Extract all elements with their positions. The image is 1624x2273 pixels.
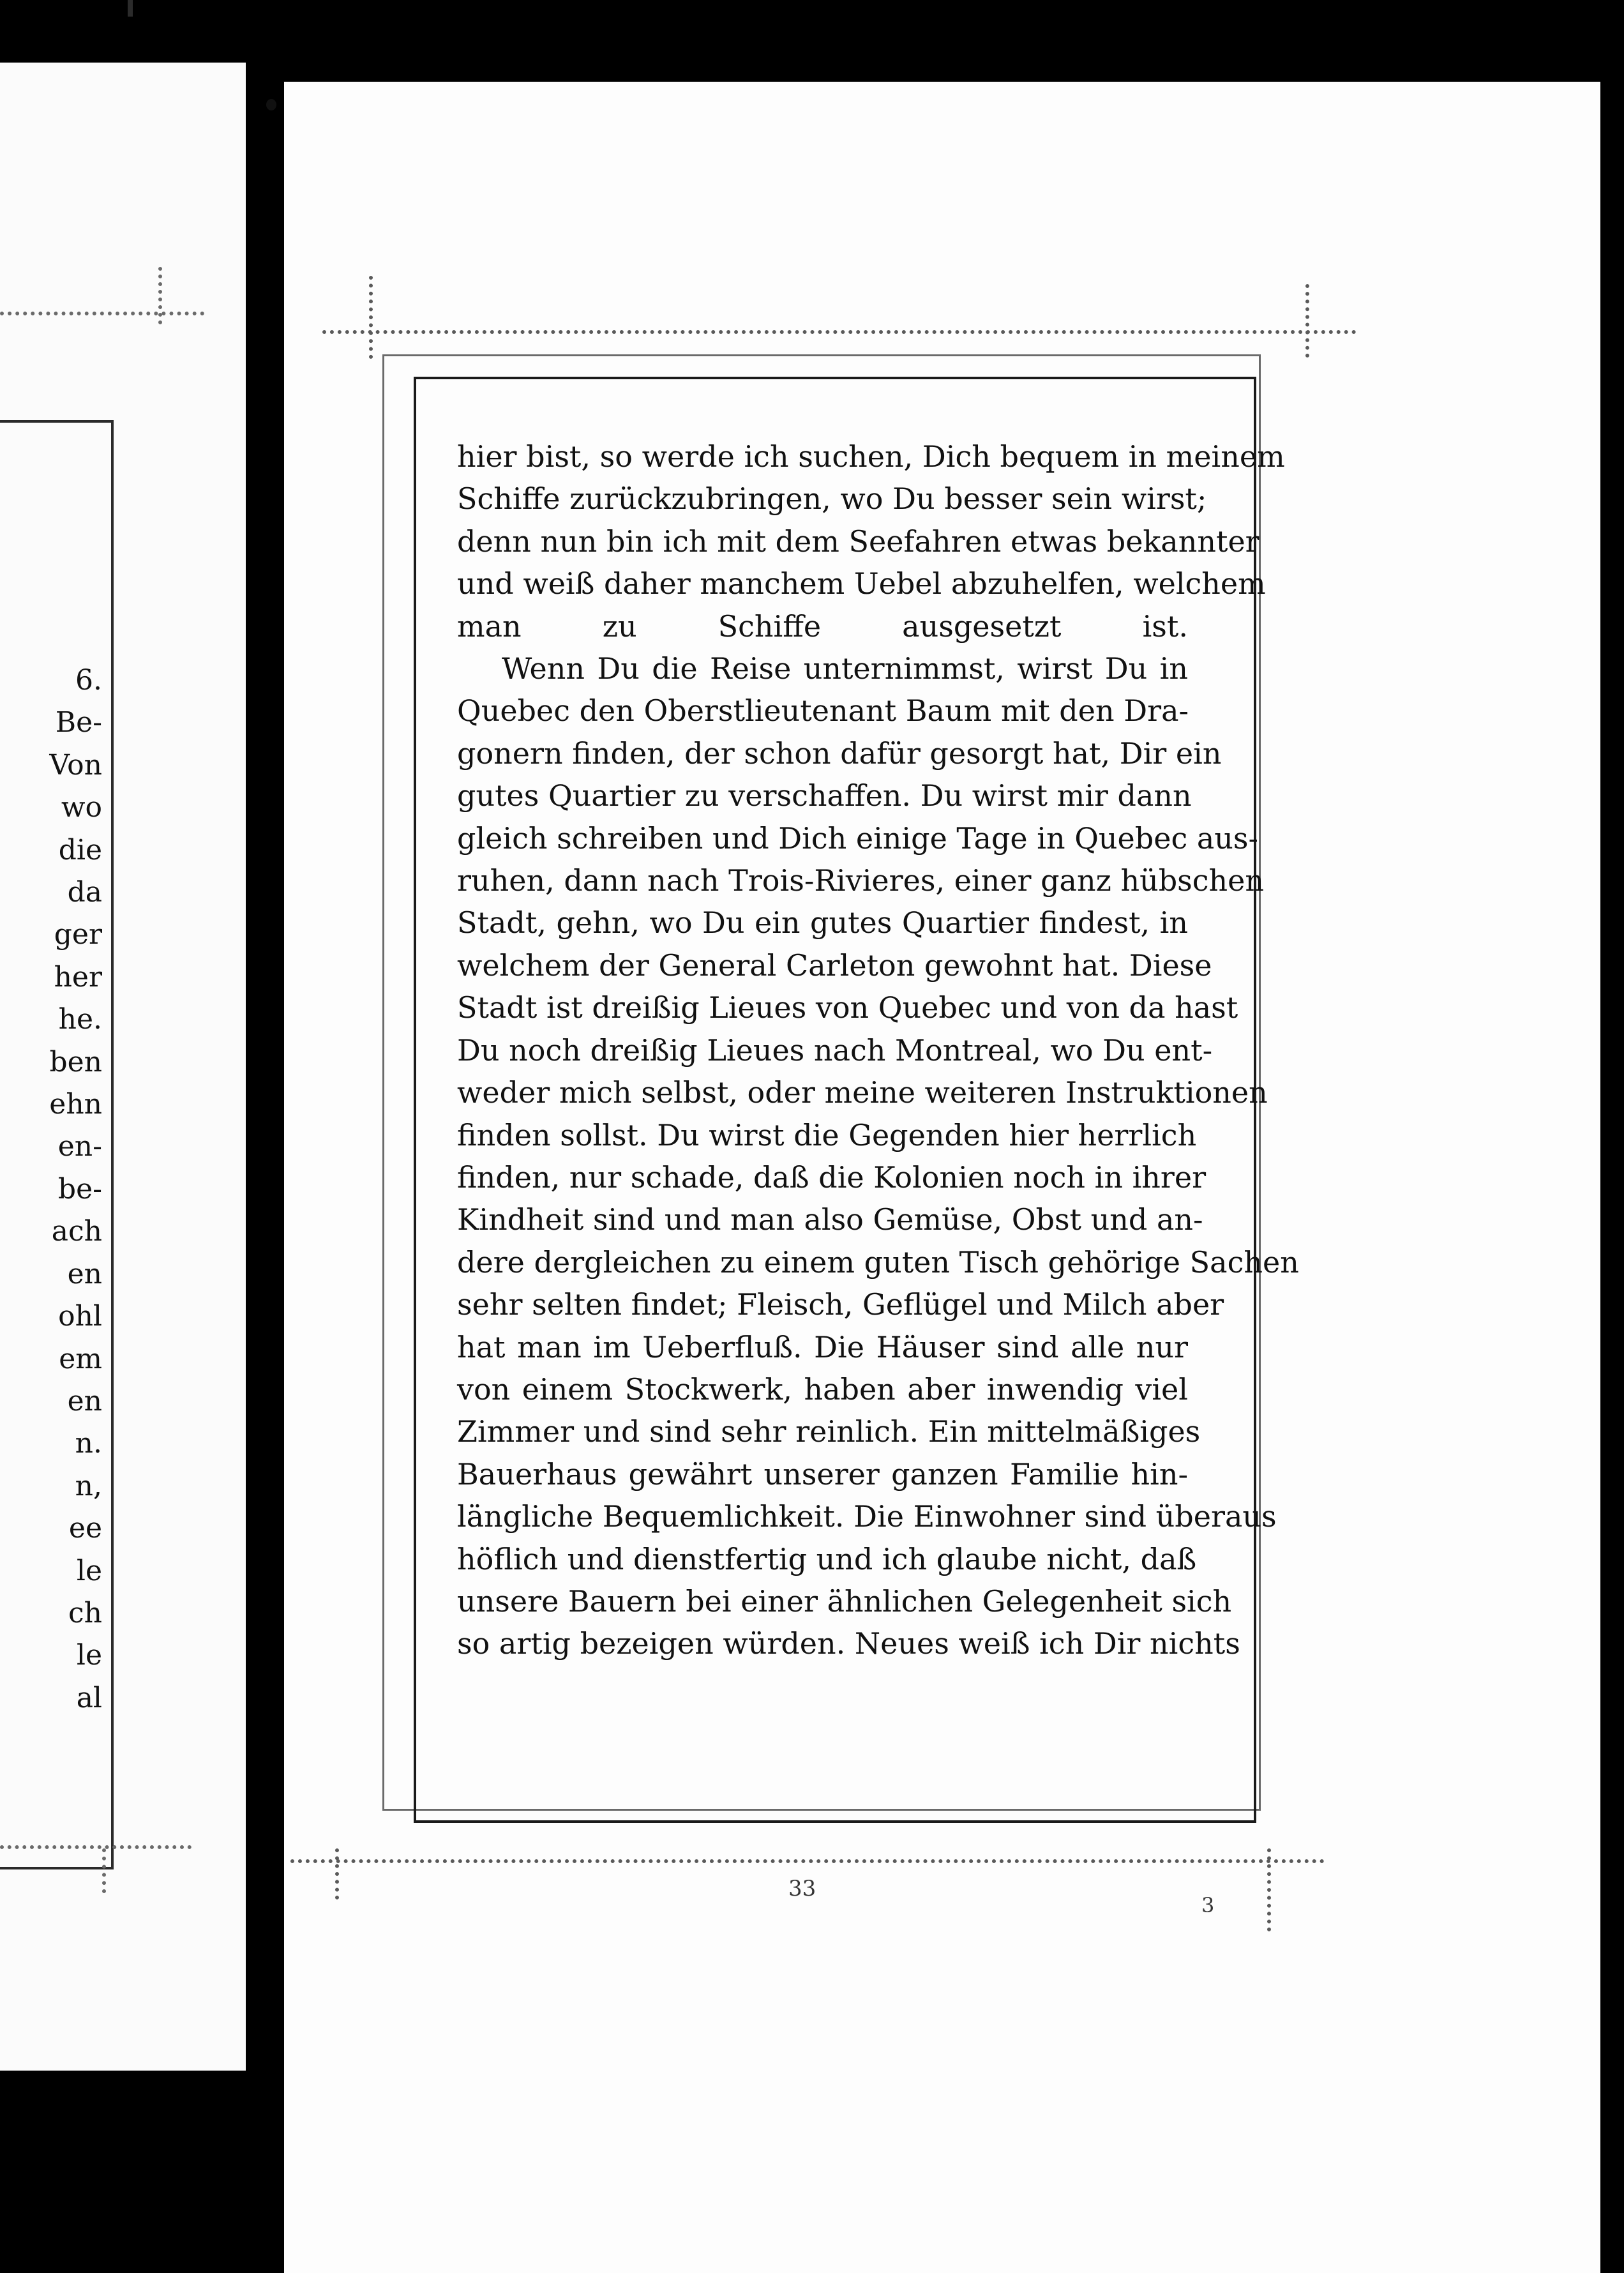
previous-page-corner-ornament	[102, 1848, 110, 1893]
top-ornament-rule	[322, 330, 1357, 339]
text-line: Bauerhaus gewährt unserer ganzen Familie hin-	[457, 1456, 1188, 1491]
text-line: höflich und dienstfertig und ich glaube nicht, daß	[457, 1541, 1197, 1576]
binding-mark	[266, 99, 276, 110]
text-line: Wenn Du die Reise unternimmst, wirst Du in	[502, 651, 1188, 686]
previous-page-line-fragment: ehn	[49, 1088, 102, 1121]
previous-page-line-fragment: en-	[57, 1130, 102, 1163]
text-line: Schiffe zurückzubringen, wo Du besser sein wirst;	[457, 481, 1207, 517]
bottom-ornament-rule	[290, 1859, 1325, 1868]
text-line: so artig bezeigen würden. Neues weiß ich Dir nichts	[457, 1626, 1240, 1661]
text-line: gonern finden, der schon dafür gesorgt hat, Dir ein	[457, 736, 1222, 771]
previous-page-line-fragment: die	[58, 833, 102, 866]
previous-page-line-fragment: ger	[54, 918, 102, 951]
previous-page-line-fragment: her	[54, 960, 102, 993]
text-line: Kindheit sind und man also Gemüse, Obst und an-	[457, 1202, 1203, 1237]
text-line: man zu Schiffe ausgesetzt ist.	[457, 608, 1188, 644]
page-number: 33	[788, 1876, 816, 1901]
text-line: weder mich selbst, oder meine weiteren Instruktionen	[457, 1075, 1268, 1110]
text-line: denn nun bin ich mit dem Seefahren etwas bekannter	[457, 524, 1259, 559]
text-line: und weiß daher manchem Uebel abzuhelfen, welchem	[457, 566, 1266, 601]
corner-ornament-bottom-right	[1267, 1848, 1271, 1931]
text-line: Du noch dreißig Lieues nach Montreal, wo Du ent-	[457, 1032, 1213, 1068]
text-line: Zimmer und sind sehr reinlich. Ein mittelmäßiges	[457, 1414, 1201, 1449]
text-line: hat man im Ueberfluß. Die Häuser sind alle nur	[457, 1329, 1188, 1364]
previous-page	[0, 63, 246, 2071]
text-line: Stadt, gehn, wo Du ein gutes Quartier findest, in	[457, 905, 1188, 940]
previous-page-line-fragment: le	[76, 1554, 102, 1587]
text-line: unsere Bauern bei einer ähnlichen Gelegenheit sich	[457, 1583, 1232, 1619]
previous-page-line-fragment: da	[67, 876, 102, 909]
signature-mark: 3	[1201, 1893, 1215, 1917]
scan-mark	[128, 0, 133, 17]
previous-page-line-fragment: ee	[68, 1512, 102, 1545]
text-line: dere dergleichen zu einem guten Tisch gehörige Sachen	[457, 1244, 1299, 1280]
previous-page-bottom-ornament	[0, 1845, 192, 1854]
text-line: von einem Stockwerk, haben aber inwendig viel	[457, 1371, 1188, 1407]
text-line: gutes Quartier zu verschaffen. Du wirst mir dann	[457, 778, 1192, 813]
text-line: finden, nur schade, daß die Kolonien noch in ihrer	[457, 1159, 1207, 1195]
previous-page-line-fragment: em	[59, 1342, 102, 1375]
previous-page-line-fragment: ben	[49, 1045, 102, 1078]
text-line: Quebec den Oberstlieutenant Baum mit den Dra-	[457, 693, 1189, 729]
previous-page-line-fragment: 6.	[75, 664, 102, 697]
previous-page-line-fragment: ohl	[58, 1300, 102, 1333]
previous-page-line-fragment: be-	[57, 1172, 102, 1205]
letter-text	[457, 435, 1299, 1665]
text-line: ruhen, dann nach Trois-Rivieres, einer ganz hübschen	[457, 863, 1264, 898]
corner-ornament-top-left	[369, 276, 373, 359]
previous-page-line-fragment: le	[76, 1639, 102, 1672]
corner-ornament-top-right	[1305, 284, 1309, 358]
text-line: hier bist, so werde ich suchen, Dich bequem in meinem	[457, 439, 1285, 474]
text-line: sehr selten findet; Fleisch, Geflügel und Milch aber	[457, 1287, 1224, 1322]
previous-page-line-fragment: en	[67, 1384, 102, 1417]
previous-page-line-fragment: he.	[58, 1003, 102, 1036]
previous-page-line-fragment: ach	[51, 1215, 102, 1248]
corner-ornament-bottom-left	[335, 1848, 339, 1899]
previous-page-line-fragment: en	[67, 1257, 102, 1290]
text-line: Stadt ist dreißig Lieues von Quebec und von da hast	[457, 990, 1238, 1025]
previous-page-line-fragment: Be-	[55, 706, 102, 739]
previous-page-top-ornament	[0, 312, 204, 321]
previous-page-corner-ornament	[158, 267, 166, 324]
text-line: finden sollst. Du wirst die Gegenden hier herrlich	[457, 1117, 1197, 1152]
text-line: gleich schreiben und Dich einige Tage in Quebec aus-	[457, 820, 1259, 856]
previous-page-line-fragment: ch	[68, 1596, 102, 1629]
previous-page-line-fragment: Von	[49, 748, 102, 782]
previous-page-line-fragment: al	[76, 1681, 102, 1714]
text-line: welchem der General Carleton gewohnt hat. Diese	[457, 948, 1212, 983]
previous-page-line-fragment: n,	[75, 1469, 102, 1502]
previous-page-line-fragment: n.	[75, 1427, 102, 1460]
previous-page-text	[0, 660, 102, 1719]
text-line: längliche Bequemlichkeit. Die Einwohner sind überaus	[457, 1499, 1277, 1534]
previous-page-line-fragment: wo	[61, 791, 102, 824]
